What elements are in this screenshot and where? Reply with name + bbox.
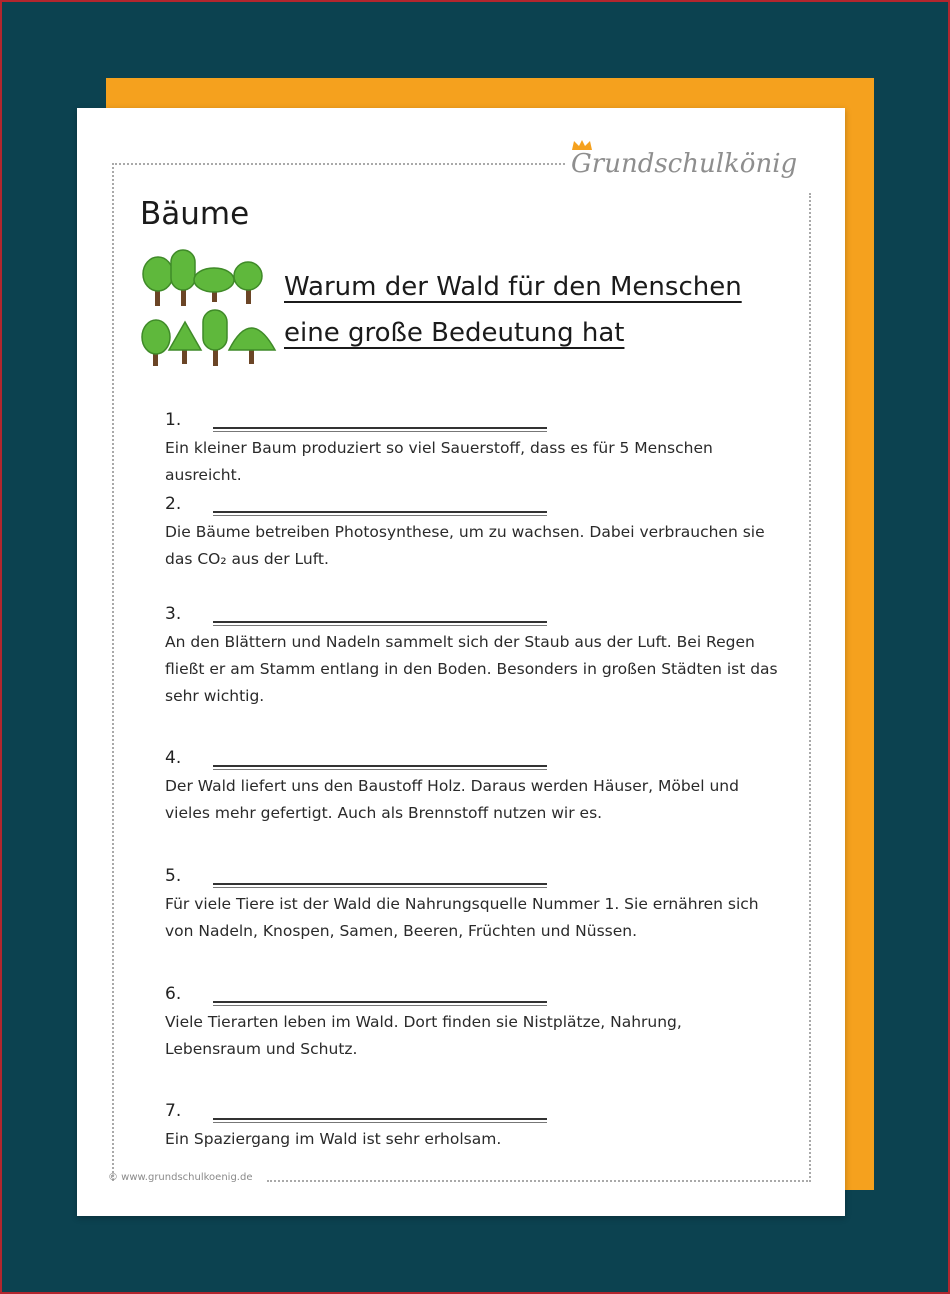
answer-line[interactable] (213, 1001, 547, 1003)
answer-line[interactable] (213, 511, 547, 513)
item-number: 7. (165, 1101, 182, 1121)
dotted-border-right (809, 193, 811, 1178)
answer-line[interactable] (213, 427, 547, 429)
list-item (165, 601, 780, 710)
worksheet-page (77, 108, 845, 1216)
list-item (165, 491, 780, 573)
item-number: 1. (165, 410, 182, 430)
item-number: 5. (165, 866, 182, 886)
heading-line-1: Warum der Wald für den Menschen (284, 272, 742, 302)
dotted-border-left (112, 163, 114, 1181)
page-title: Bäume (140, 196, 250, 232)
heading-line-2: eine große Bedeutung hat (284, 318, 625, 348)
list-item (165, 1098, 780, 1153)
item-text: Ein Spaziergang im Wald ist sehr erholsam. (165, 1130, 502, 1148)
item-text: Die Bäume betreiben Photosynthese, um zu wachsen. Dabei verbrauchen sie das CO₂ aus der Luft. (165, 523, 765, 568)
brand-logo (571, 145, 821, 185)
answer-line[interactable] (213, 1118, 547, 1120)
item-text: An den Blättern und Nadeln sammelt sich der Staub aus der Luft. Bei Regen fließt er am Stamm entlang in den Boden. Besonders in großen Städten ist das sehr wichtig. (165, 633, 778, 705)
item-text: Viele Tierarten leben im Wald. Dort finden sie Nistplätze, Nahrung, Lebensraum und Schutz. (165, 1013, 682, 1058)
item-number: 6. (165, 984, 182, 1004)
item-number: 2. (165, 494, 182, 514)
brand-name: Grundschulkönig (571, 149, 798, 179)
item-text: Der Wald liefert uns den Baustoff Holz. Daraus werden Häuser, Möbel und vieles mehr gefertigt. Auch als Brennstoff nutzen wir es. (165, 777, 739, 822)
answer-line[interactable] (213, 883, 547, 885)
dotted-border-bottom (267, 1180, 811, 1182)
dotted-border-top (112, 163, 565, 165)
footer-url: © www.grundschulkoenig.de (108, 1172, 253, 1183)
list-item (165, 745, 780, 827)
item-number: 4. (165, 748, 182, 768)
list-item (165, 863, 780, 945)
answer-line[interactable] (213, 765, 547, 767)
item-text: Für viele Tiere ist der Wald die Nahrungsquelle Nummer 1. Sie ernähren sich von Nadeln, Knospen, Samen, Beeren, Früchten und Nüssen. (165, 895, 759, 940)
item-number: 3. (165, 604, 182, 624)
answer-line[interactable] (213, 621, 547, 623)
list-item (165, 981, 780, 1063)
trees-illustration (141, 248, 281, 368)
list-item (165, 407, 780, 489)
item-text: Ein kleiner Baum produziert so viel Sauerstoff, dass es für 5 Menschen ausreicht. (165, 439, 713, 484)
